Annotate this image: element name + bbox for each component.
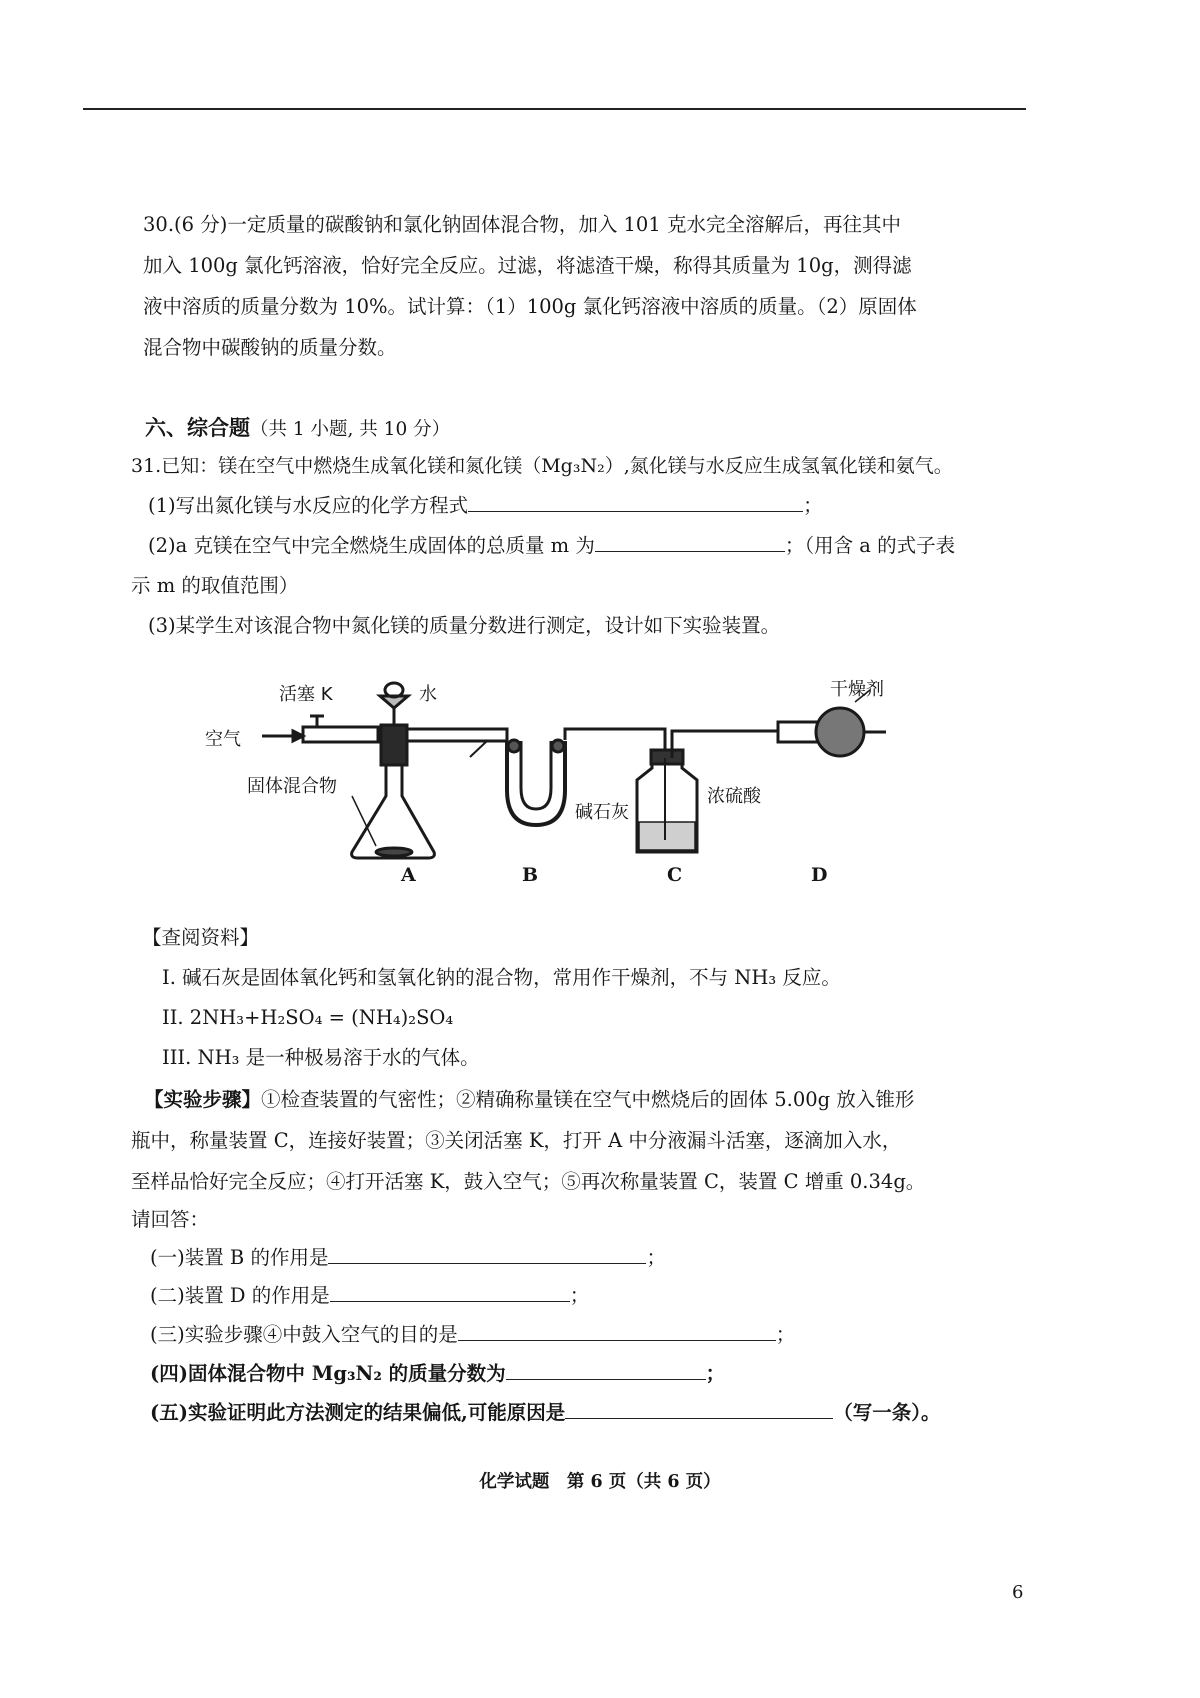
answer-blank-1[interactable]: [468, 489, 803, 512]
stopper-a: [381, 725, 407, 765]
tube-c-d: [672, 731, 778, 758]
u-tube-inner: [521, 741, 551, 809]
q31-part2-cont: 示 m 的取值范围）: [131, 574, 299, 597]
q31-part2-prompt: (2)a 克镁在空气中完全燃烧生成固体的总质量 m 为: [148, 534, 595, 557]
answer-blank-q2[interactable]: [330, 1279, 570, 1302]
answer-blank-q1[interactable]: [328, 1241, 646, 1264]
q30-line-4: 混合物中碳酸钠的质量分数。: [143, 336, 397, 359]
label-conc-sulfuric-acid: 浓硫酸: [707, 786, 761, 807]
question-4-prompt: (四)固体混合物中 Mg₃N₂ 的质量分数为: [150, 1362, 506, 1385]
tube-b-c: [565, 729, 665, 758]
answer-blank-q5[interactable]: [565, 1396, 833, 1419]
label-apparatus-c: C: [667, 864, 683, 886]
question-3-prompt: (三)实验步骤④中鼓入空气的目的是: [150, 1323, 458, 1346]
reference-title: 【查阅资料】: [142, 926, 260, 949]
drying-tube-neck: [778, 722, 820, 742]
answer-blank-q3[interactable]: [458, 1318, 776, 1341]
question-5-prompt: (五)实验证明此方法测定的结果偏低,可能原因是: [150, 1401, 566, 1424]
steps-line-2: 瓶中，称量装置 C，连接好装置；③关闭活塞 K，打开 A 中分液漏斗活塞，逐滴加入水，: [131, 1129, 902, 1152]
tube-a-b: [407, 729, 507, 741]
label-apparatus-d: D: [811, 864, 828, 886]
reference-item-2: II. 2NH₃+H₂SO₄ = (NH₄)₂SO₄: [162, 1006, 454, 1029]
inlet-tube: [303, 727, 378, 742]
question-1-prompt: (一)装置 B 的作用是: [150, 1246, 329, 1269]
steps-line-1-text: ①检查装置的气密性；②精确称量镁在空气中燃烧后的固体 5.00g 放入锥形: [261, 1088, 915, 1111]
label-apparatus-b: B: [522, 864, 539, 886]
question-5: [150, 1393, 941, 1433]
u-tube-outer: [507, 741, 565, 825]
question-4-end: ；: [705, 1362, 726, 1385]
question-4: [150, 1354, 725, 1394]
u-tube-plug-right: [552, 740, 564, 752]
flask-a: [352, 764, 435, 858]
page-footer: 化学试题 第 6 页（共 6 页）: [479, 1472, 721, 1492]
top-rule: [83, 108, 1026, 110]
q31-intro: 31.已知：镁在空气中燃烧生成氧化镁和氮化镁（Mg₃N₂）,氮化镁与水反应生成氢氧化镁和氨气。: [131, 455, 953, 477]
question-5-end: （写一条）。: [833, 1401, 941, 1424]
question-2: [150, 1276, 589, 1316]
steps-line-1: [144, 1080, 914, 1120]
label-solid-mixture: 固体混合物: [247, 776, 337, 797]
q31-part1: [148, 486, 823, 526]
page-number: 6: [1012, 1582, 1024, 1603]
steps-title: 【实验步骤】: [144, 1088, 262, 1111]
question-3-end: ；: [775, 1323, 796, 1346]
answer-blank-q4[interactable]: [506, 1357, 706, 1380]
q31-part2: [148, 526, 955, 566]
stopper-c: [651, 750, 683, 764]
reference-item-1: I. 碱石灰是固体氧化钙和氢氧化钠的混合物，常用作干燥剂，不与 NH₃ 反应。: [162, 966, 841, 989]
bottle-c: [637, 758, 697, 852]
steps-line-3: 至样品恰好完全反应；④打开活塞 K，鼓入空气；⑤再次称量装置 C，装置 C 增重 0.34g。: [131, 1170, 926, 1193]
question-1-end: ；: [646, 1246, 666, 1269]
q30-line-2: 加入 100g 氯化钙溶液，恰好完全反应。过滤，将滤渣干燥，称得其质量为 10g，测得滤: [143, 254, 912, 277]
section-title: 六、综合题: [145, 415, 250, 440]
u-tube-plug-left: [508, 740, 520, 752]
label-water: 水: [419, 684, 437, 705]
q31-part1-prompt: (1)写出氮化镁与水反应的化学方程式: [148, 494, 469, 517]
question-3: [150, 1315, 795, 1355]
question-2-end: ；: [569, 1284, 590, 1307]
question-1: [150, 1238, 666, 1278]
solid-mixture: [376, 848, 412, 856]
label-valve-k: 活塞 K: [279, 684, 333, 705]
q30-line-1: 30.(6 分)一定质量的碳酸钠和氯化钠固体混合物，加入 101 克水完全溶解后，再往其中: [143, 213, 901, 236]
label-desiccant: 干燥剂: [830, 679, 884, 700]
dropping-funnel: [380, 696, 408, 708]
label-soda-lime: 碱石灰: [575, 802, 629, 823]
flow-mark: [470, 740, 488, 757]
q31-part3: (3)某学生对该混合物中氮化镁的质量分数进行测定，设计如下实验装置。: [148, 614, 781, 637]
section-note: （共 1 小题, 共 10 分）: [250, 419, 451, 440]
steps-line-4: 请回答：: [131, 1208, 210, 1231]
acid-liquid: [639, 822, 695, 850]
section-heading: [145, 408, 450, 450]
q30-line-3: 液中溶质的质量分数为 10%。试计算：（1）100g 氯化钙溶液中溶质的质量。（2）原固体: [143, 295, 917, 318]
drying-bulb: [816, 708, 864, 756]
answer-blank-2[interactable]: [595, 529, 785, 552]
reference-item-3: III. NH₃ 是一种极易溶于水的气体。: [162, 1046, 480, 1069]
air-arrow-head: [293, 731, 303, 741]
label-apparatus-a: A: [401, 864, 416, 886]
pointer-solid: [352, 796, 376, 846]
question-2-prompt: (二)装置 D 的作用是: [150, 1284, 330, 1307]
q31-part1-end: ；: [803, 494, 823, 517]
q31-part2-end: ；（用含 a 的式子表: [784, 534, 956, 557]
label-air: 空气: [205, 729, 241, 750]
funnel-top: [385, 683, 403, 697]
